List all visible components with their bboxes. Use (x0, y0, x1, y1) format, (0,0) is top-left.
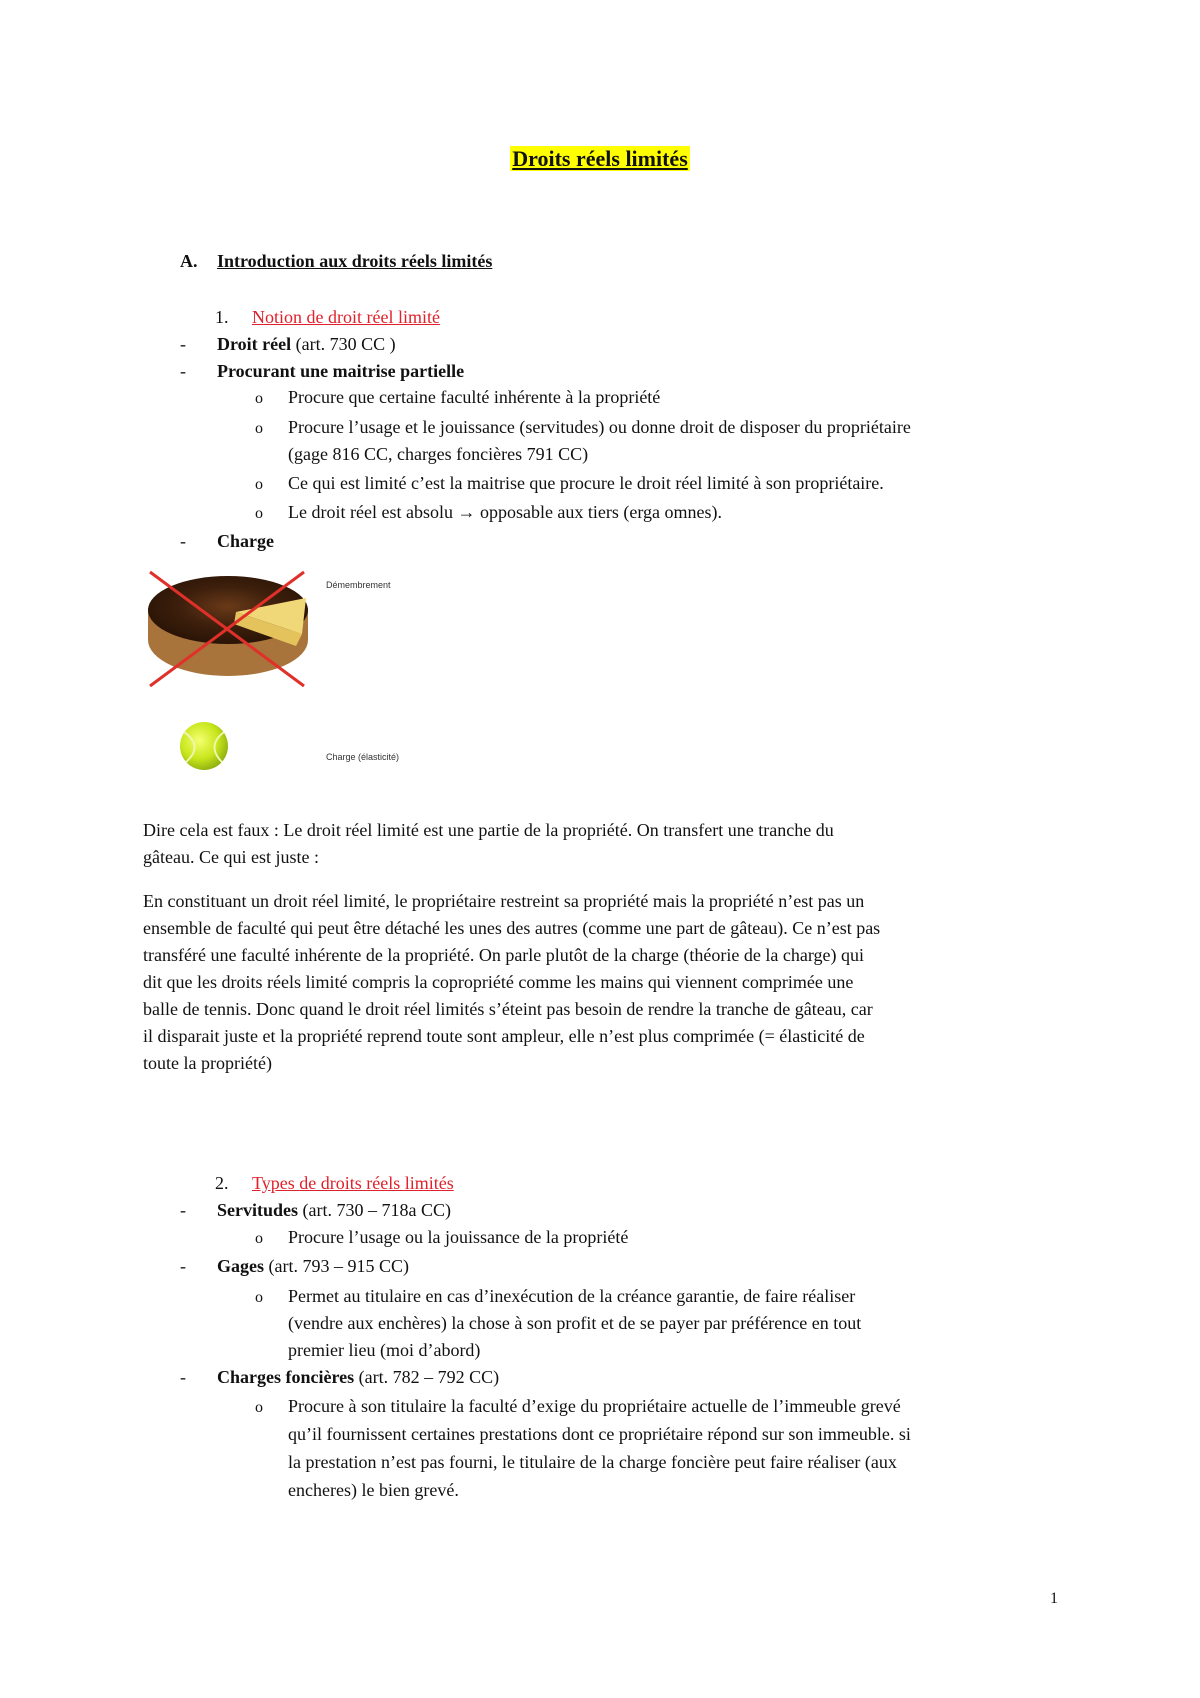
figure-label-bottom: Charge (élasticité) (326, 752, 400, 762)
sub2-number: 2. (215, 1173, 229, 1193)
paragraph-line: ensemble de faculté qui peut être détaché les unes des autres (comme une part de gâteau). Ce n’est pas (143, 918, 881, 938)
bullet-marker: o (255, 1399, 263, 1416)
bullet-marker: o (255, 1289, 263, 1306)
paragraph-line: En constituant un droit réel limité, le propriétaire restreint sa propriété mais la propriété n’est pas un (143, 891, 865, 911)
section-a-letter: A. (180, 251, 198, 271)
bullet-text-continuation: qu’il fournissent certaines prestations dont ce propriétaire répond sur son immeuble. si (288, 1424, 911, 1444)
paragraph-line: gâteau. Ce qui est juste : (143, 847, 319, 867)
bullet-marker: o (255, 1230, 263, 1247)
list-item-maitrise: Procurant une maitrise partielle (217, 361, 465, 381)
paragraph-line: Dire cela est faux : Le droit réel limité est une partie de la propriété. On transfert une tranche du (143, 820, 834, 840)
bullet-text: Le droit réel est absolu → opposable aux tiers (erga omnes). (288, 502, 723, 522)
bullet-text-continuation: encheres) le bien grevé. (288, 1480, 459, 1500)
dash-marker: - (180, 531, 186, 551)
dash-marker: - (180, 361, 186, 381)
bullet-text: Procure à son titulaire la faculté d’exige du propriétaire actuelle de l’immeuble grevé (288, 1396, 901, 1416)
bullet-text: Procure l’usage ou la jouissance de la propriété (288, 1227, 629, 1247)
paragraph-line: toute la propriété) (143, 1053, 272, 1073)
cake-and-ball-illustration (146, 568, 416, 783)
document-title: Droits réels limités (512, 146, 688, 171)
list-item-charge: Charge (217, 531, 274, 551)
sub2-title: Types de droits réels limités (252, 1173, 454, 1193)
bullet-text: Ce qui est limité c’est la maitrise que procure le droit réel limité à son propriétaire. (288, 473, 884, 493)
bullet-text: Procure l’usage et le jouissance (servitudes) ou donne droit de disposer du propriétaire (288, 417, 911, 437)
paragraph-line: transféré une faculté inhérente de la propriété. On parle plutôt de la charge (théorie de la charge) qui (143, 945, 864, 965)
list-item-gages: Gages (art. 793 – 915 CC) (217, 1256, 409, 1276)
list-item-servitudes: Servitudes (art. 730 – 718a CC) (217, 1200, 451, 1220)
bullet-text-continuation: la prestation n’est pas fourni, le titulaire de la charge foncière peut faire réaliser (aux (288, 1452, 897, 1472)
paragraph-line: dit que les droits réels limité compris la copropriété comme les mains qui viennent comprimée une (143, 972, 854, 992)
bullet-text-continuation: (vendre aux enchères) la chose à son profit et de se payer par préférence en tout (288, 1313, 862, 1333)
bullet-marker: o (255, 420, 263, 437)
bullet-text: Procure que certaine faculté inhérente à la propriété (288, 387, 661, 407)
dash-marker: - (180, 1200, 186, 1220)
page-number: 1 (1050, 1590, 1058, 1607)
list-item-charges-foncieres: Charges foncières (art. 782 – 792 CC) (217, 1367, 500, 1387)
bullet-marker: o (255, 390, 263, 407)
bullet-text-continuation: (gage 816 CC, charges foncières 791 CC) (288, 444, 589, 464)
section-a-title: Introduction aux droits réels limités (217, 251, 493, 271)
figure-label-top: Démembrement (326, 580, 391, 590)
sub1-number: 1. (215, 307, 229, 327)
dash-marker: - (180, 1256, 186, 1276)
paragraph-line: il disparait juste et la propriété reprend toute sont ampleur, elle n’est plus comprimée (= élasticité de (143, 1026, 865, 1046)
charge-figure (146, 568, 416, 783)
tennis-ball (180, 722, 228, 770)
dash-marker: - (180, 334, 186, 354)
bullet-text: Permet au titulaire en cas d’inexécution de la créance garantie, de faire réaliser (288, 1286, 856, 1306)
paragraph-line: balle de tennis. Donc quand le droit réel limités s’éteint pas besoin de rendre la tranche de gâteau, car (143, 999, 873, 1019)
bullet-marker: o (255, 476, 263, 493)
bullet-marker: o (255, 505, 263, 522)
sub1-title: Notion de droit réel limité (252, 307, 440, 327)
dash-marker: - (180, 1367, 186, 1387)
bullet-text-continuation: premier lieu (moi d’abord) (288, 1340, 481, 1360)
list-item-droit-reel: Droit réel (art. 730 CC ) (217, 334, 396, 354)
